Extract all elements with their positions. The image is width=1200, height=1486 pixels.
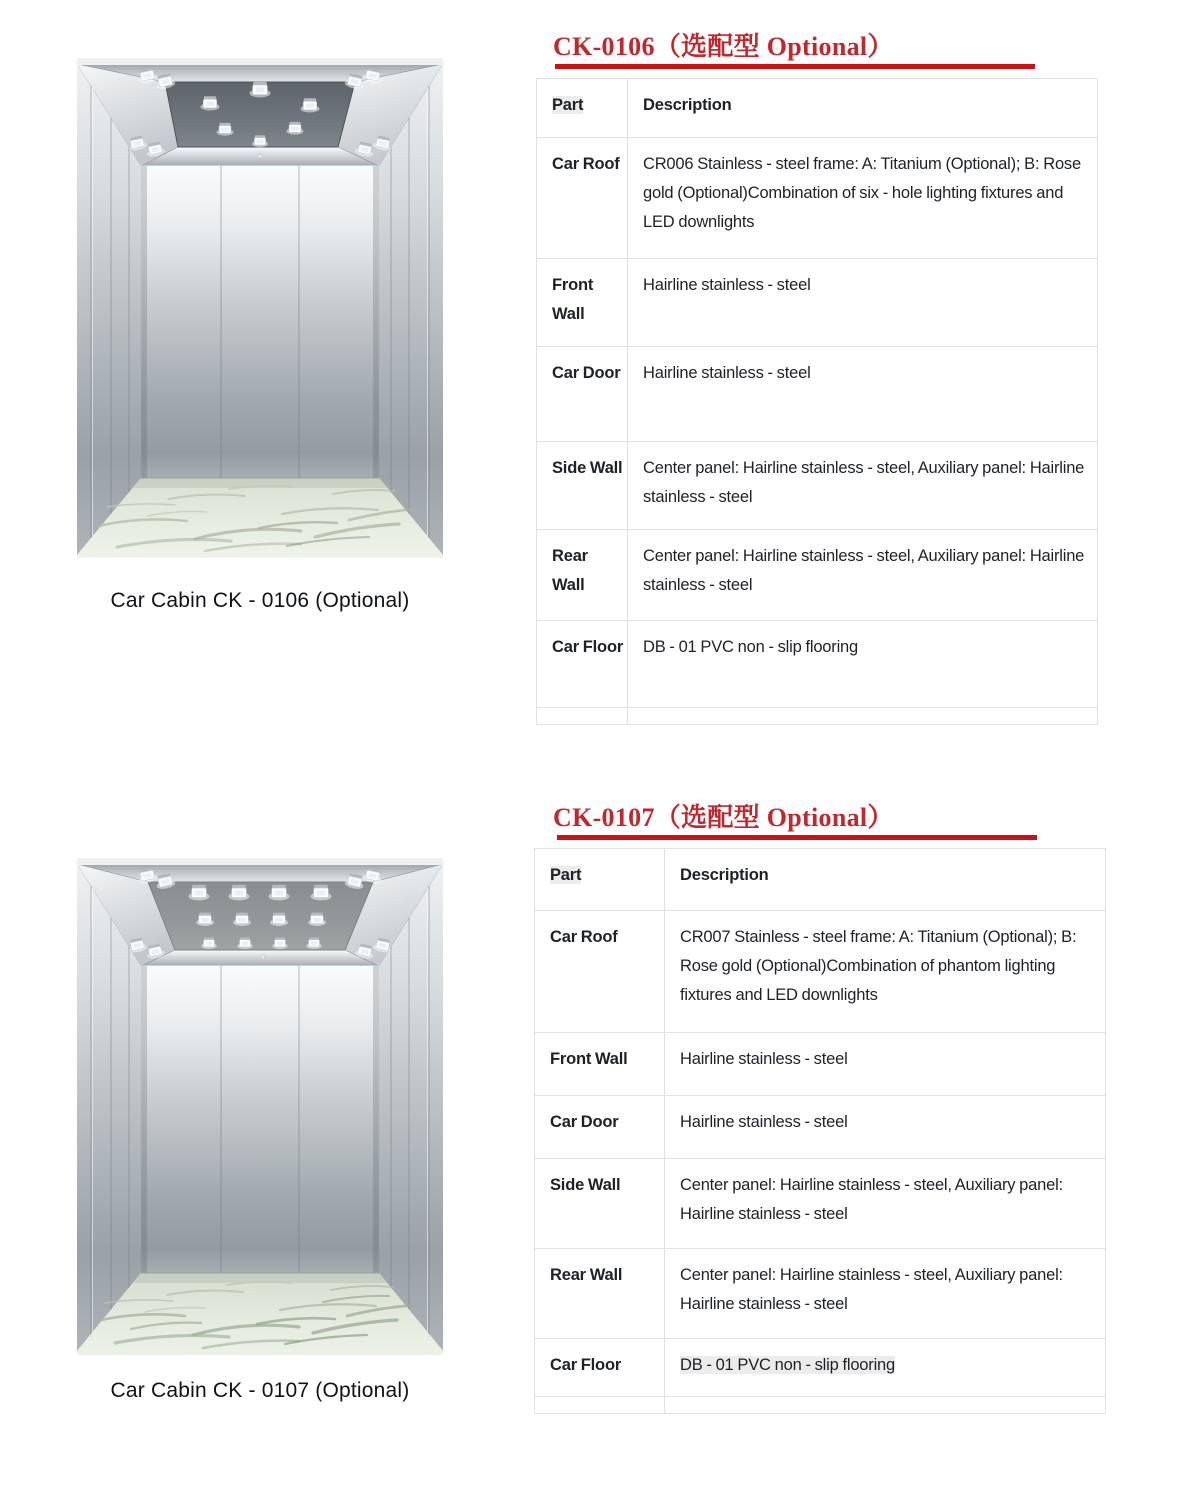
- part-cell: Car Floor: [535, 1339, 665, 1397]
- part-cell: Car Roof: [535, 911, 665, 1033]
- rear-wall: [141, 166, 379, 478]
- description-cell: Center panel: Hairline stainless - steel, Auxiliary panel: Hairline stainless - steel: [628, 442, 1098, 530]
- description-cell: Hairline stainless - steel: [628, 347, 1098, 442]
- spec-table-ck0107: [534, 848, 1106, 1414]
- part-cell: Side Wall: [537, 442, 628, 530]
- table-row-rear-wall: [535, 1249, 1106, 1339]
- part-cell: Rear Wall: [535, 1249, 665, 1339]
- figure-ck0107: [77, 858, 443, 1355]
- description-cell: DB - 01 PVC non - slip flooring: [628, 621, 1098, 708]
- table-row-front-wall: [535, 1033, 1106, 1096]
- description-cell: DB - 01 PVC non - slip flooring: [665, 1339, 1106, 1397]
- table-row-front-wall: [537, 259, 1098, 347]
- cabin-floor: [77, 478, 443, 558]
- rear-wall: [141, 966, 379, 1273]
- description-cell: Center panel: Hairline stainless - steel, Auxiliary panel: Hairline stainless - steel: [665, 1159, 1106, 1249]
- part-cell: Rear Wall: [537, 530, 628, 621]
- table-row-side-wall: [535, 1159, 1106, 1249]
- table-row-car-door: [535, 1096, 1106, 1159]
- table-row-car-floor: [535, 1339, 1106, 1397]
- section-title-ck0107: CK-0107（选配型 Optional）: [553, 803, 894, 832]
- elevator-cabin-photo-ck0107: [77, 858, 443, 1355]
- part-cell: Side Wall: [535, 1159, 665, 1249]
- col-header-description: Description: [628, 79, 1098, 138]
- table-row-car-door: [537, 347, 1098, 442]
- elevator-cabin-photo-ck0106: [77, 58, 443, 558]
- table-header-row: [535, 849, 1106, 911]
- table-row-side-wall: [537, 442, 1098, 530]
- col-header-part: Part: [535, 849, 665, 911]
- description-cell: CR006 Stainless - steel frame: A: Titanium (Optional); B: Rose gold (Optional)Combination of six - hole lighting fixtures and LED downlights: [628, 138, 1098, 259]
- description-cell: Center panel: Hairline stainless - steel, Auxiliary panel: Hairline stainless - steel: [628, 530, 1098, 621]
- table-row-rear-wall: [537, 530, 1098, 621]
- part-cell: Car Door: [535, 1096, 665, 1159]
- table-row-car-roof: [535, 911, 1106, 1033]
- table-row-car-roof: [537, 138, 1098, 259]
- part-cell: Car Roof: [537, 138, 628, 259]
- title-underline-ck0106: [555, 64, 1035, 69]
- table-row-empty: [537, 708, 1098, 725]
- section-title-ck0106: CK-0106（选配型 Optional）: [553, 32, 894, 61]
- cabin-floor: [77, 1273, 443, 1355]
- figure-ck0106: [77, 58, 443, 558]
- table-header-row: [537, 79, 1098, 138]
- figure-caption-ck0107: Car Cabin CK - 0107 (Optional): [110, 1379, 410, 1402]
- description-cell: Hairline stainless - steel: [628, 259, 1098, 347]
- description-cell: Hairline stainless - steel: [665, 1096, 1106, 1159]
- figure-caption-ck0106: Car Cabin CK - 0106 (Optional): [110, 589, 410, 612]
- description-cell: Hairline stainless - steel: [665, 1033, 1106, 1096]
- spec-table-ck0106: [536, 78, 1098, 725]
- col-header-part: Part: [537, 79, 628, 138]
- part-cell: Car Floor: [537, 621, 628, 708]
- ceiling-center-panel: [148, 882, 373, 950]
- part-cell: Front Wall: [535, 1033, 665, 1096]
- description-cell: CR007 Stainless - steel frame: A: Titanium (Optional); B: Rose gold (Optional)Combination of phantom lighting fixtures and LED downlights: [665, 911, 1106, 1033]
- part-cell: Front Wall: [537, 259, 628, 347]
- description-cell: Center panel: Hairline stainless - steel, Auxiliary panel: Hairline stainless - steel: [665, 1249, 1106, 1339]
- part-cell: Car Door: [537, 347, 628, 442]
- col-header-description: Description: [665, 849, 1106, 911]
- table-row-empty: [535, 1397, 1106, 1414]
- title-underline-ck0107: [557, 835, 1037, 840]
- table-row-car-floor: [537, 621, 1098, 708]
